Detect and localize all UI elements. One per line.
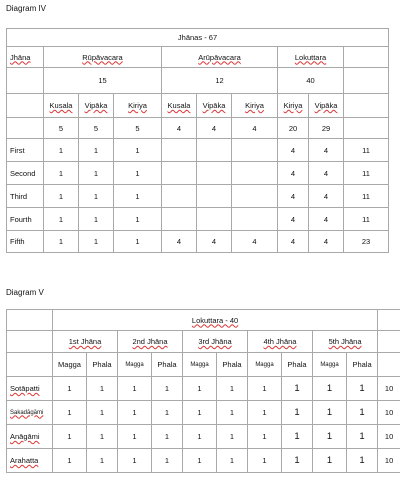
value-cell: 1	[183, 401, 217, 425]
jhana-group-header: 5th Jhāna	[328, 337, 362, 346]
value-cell: 1	[313, 449, 347, 473]
sub-header: Vipāka	[84, 101, 108, 110]
row-label: Third	[7, 185, 44, 208]
value-cell: 1	[114, 162, 162, 185]
count-cell: 4	[197, 118, 232, 139]
value-cell: 1	[87, 425, 118, 449]
value-cell: 1	[53, 425, 87, 449]
value-cell: 4	[309, 185, 344, 208]
value-cell	[197, 139, 232, 162]
value-cell: 4	[309, 139, 344, 162]
value-cell: 1	[183, 449, 217, 473]
jhana-row-third	[7, 185, 389, 208]
jhana-group-header: 2nd Jhāna	[132, 337, 168, 346]
total-cell: 11	[344, 162, 389, 185]
count-cell: 29	[309, 118, 344, 139]
value-cell: 1	[313, 425, 347, 449]
jhanas-title: Jhānas - 67	[7, 29, 389, 47]
value-cell: 1	[282, 449, 313, 473]
rupavacara-header: Rūpāvacara	[82, 52, 123, 62]
value-cell: 1	[248, 425, 282, 449]
value-cell	[232, 208, 278, 231]
phala-header: Phala	[152, 353, 183, 377]
value-cell: 1	[114, 231, 162, 253]
lokuttara-count: 40	[278, 68, 344, 94]
value-cell	[162, 208, 197, 231]
sub-header: Kiriya	[283, 101, 303, 110]
value-cell	[162, 139, 197, 162]
value-cell: 4	[278, 139, 309, 162]
sub-header: Kusala	[167, 101, 191, 110]
row-label: Anāgāmi	[10, 432, 40, 441]
jhana-row-fourth	[7, 208, 389, 231]
value-cell: 4	[309, 162, 344, 185]
sub-header: Vipāka	[202, 101, 226, 110]
jhana-row-fifth	[7, 231, 389, 253]
total-cell: 10	[378, 401, 400, 425]
rupavacara-count: 15	[44, 68, 162, 94]
value-cell	[232, 139, 278, 162]
value-cell: 1	[44, 162, 79, 185]
path-row-sakadagami	[7, 401, 400, 425]
value-cell: 1	[183, 377, 217, 401]
value-cell: 1	[217, 425, 248, 449]
arupavacara-count: 12	[162, 68, 278, 94]
value-cell: 1	[118, 401, 152, 425]
magga-header: Magga	[183, 353, 217, 377]
value-cell: 4	[309, 208, 344, 231]
diagram-iv-caption: Diagram IV	[6, 4, 47, 13]
jhana-group-header: 3rd Jhāna	[198, 337, 232, 346]
value-cell: 1	[347, 449, 378, 473]
value-cell	[232, 185, 278, 208]
sub-header: Vipāka	[314, 101, 338, 110]
value-cell: 1	[248, 377, 282, 401]
count-cell: 4	[162, 118, 197, 139]
row-label: Sakadāgāmi	[10, 409, 44, 416]
row-label: Arahatta	[10, 456, 39, 465]
value-cell: 1	[152, 449, 183, 473]
magga-header: Magga	[53, 353, 87, 377]
value-cell: 1	[79, 208, 114, 231]
diagram-iv-table	[6, 28, 389, 253]
value-cell: 1	[53, 401, 87, 425]
path-row-arahatta	[7, 449, 400, 473]
value-cell: 1	[118, 425, 152, 449]
total-cell: 11	[344, 208, 389, 231]
value-cell: 1	[79, 162, 114, 185]
row-label: First	[7, 139, 44, 162]
value-cell: 1	[313, 377, 347, 401]
row-label: Sotāpatti	[10, 384, 40, 393]
value-cell: 1	[44, 185, 79, 208]
path-row-sotapatti	[7, 377, 400, 401]
value-cell	[197, 208, 232, 231]
value-cell: 1	[313, 401, 347, 425]
value-cell: 1	[152, 425, 183, 449]
sub-header: Kiriya	[245, 101, 264, 110]
count-cell: 5	[44, 118, 79, 139]
value-cell: 4	[197, 231, 232, 253]
total-cell: 10	[378, 449, 400, 473]
lokuttara-title: Lokuttara - 40	[191, 315, 239, 325]
phala-header: Phala	[347, 353, 378, 377]
value-cell: 1	[347, 401, 378, 425]
phala-header: Phala	[282, 353, 313, 377]
value-cell: 1	[282, 401, 313, 425]
jhana-row-second	[7, 162, 389, 185]
value-cell: 4	[278, 208, 309, 231]
value-cell	[162, 185, 197, 208]
diagram-v-caption: Diagram V	[6, 288, 44, 297]
jhana-group-header: 1st Jhāna	[68, 337, 102, 346]
diagram-v-table	[6, 309, 400, 473]
value-cell	[232, 162, 278, 185]
value-cell: 1	[118, 377, 152, 401]
value-cell: 1	[347, 425, 378, 449]
value-cell: 1	[217, 377, 248, 401]
lokuttara-header: Lokuttara	[294, 52, 327, 62]
jhana-header: Jhāna	[10, 52, 31, 62]
count-cell: 5	[79, 118, 114, 139]
value-cell	[197, 162, 232, 185]
value-cell: 1	[87, 449, 118, 473]
value-cell: 4	[309, 231, 344, 253]
value-cell: 4	[232, 231, 278, 253]
value-cell: 1	[114, 139, 162, 162]
arupavacara-header: Arūpāvacara	[198, 52, 241, 62]
value-cell: 1	[217, 401, 248, 425]
value-cell: 1	[44, 208, 79, 231]
path-row-anagami	[7, 425, 400, 449]
value-cell: 1	[79, 231, 114, 253]
count-cell: 20	[278, 118, 309, 139]
value-cell: 1	[87, 401, 118, 425]
value-cell: 1	[79, 139, 114, 162]
phala-header: Phala	[87, 353, 118, 377]
count-cell: 5	[114, 118, 162, 139]
value-cell: 1	[282, 425, 313, 449]
magga-header: Magga	[248, 353, 282, 377]
jhana-group-header: 4th Jhāna	[263, 337, 297, 346]
value-cell: 1	[183, 425, 217, 449]
value-cell: 1	[44, 139, 79, 162]
value-cell: 1	[53, 449, 87, 473]
value-cell: 1	[53, 377, 87, 401]
total-cell: 11	[344, 185, 389, 208]
total-cell: 10	[378, 377, 400, 401]
total-cell: 11	[344, 139, 389, 162]
row-label: Second	[7, 162, 44, 185]
sub-header: Kiriya	[128, 101, 147, 110]
row-label: Fourth	[7, 208, 44, 231]
value-cell: 1	[347, 377, 378, 401]
value-cell: 1	[44, 231, 79, 253]
value-cell: 1	[217, 449, 248, 473]
total-cell: 10	[378, 425, 400, 449]
value-cell: 1	[114, 185, 162, 208]
value-cell: 1	[248, 449, 282, 473]
value-cell: 1	[282, 377, 313, 401]
value-cell: 1	[79, 185, 114, 208]
value-cell: 1	[152, 401, 183, 425]
value-cell: 4	[278, 231, 309, 253]
value-cell	[197, 185, 232, 208]
jhana-row-first	[7, 139, 389, 162]
value-cell: 1	[118, 449, 152, 473]
count-cell: 4	[232, 118, 278, 139]
magga-header: Magga	[118, 353, 152, 377]
value-cell: 1	[248, 401, 282, 425]
value-cell: 4	[278, 162, 309, 185]
magga-header: Magga	[313, 353, 347, 377]
value-cell: 1	[114, 208, 162, 231]
value-cell: 1	[87, 377, 118, 401]
value-cell	[162, 162, 197, 185]
value-cell: 4	[162, 231, 197, 253]
sub-header: Kusala	[49, 101, 73, 110]
total-cell: 23	[344, 231, 389, 253]
value-cell: 1	[152, 377, 183, 401]
phala-header: Phala	[217, 353, 248, 377]
row-label: Fifth	[7, 231, 44, 253]
value-cell: 4	[278, 185, 309, 208]
